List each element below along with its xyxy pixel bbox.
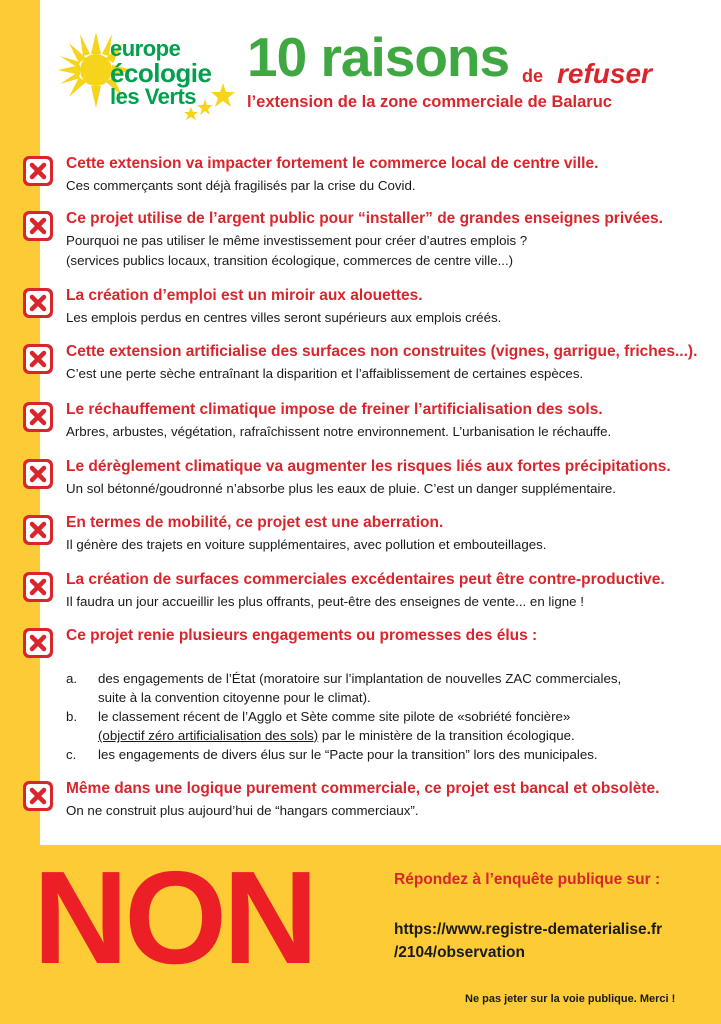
reason-body — [66, 308, 501, 328]
title-refuser: refuser — [557, 58, 652, 89]
sublist-letter: b. — [66, 709, 78, 724]
x-box-icon — [22, 155, 54, 187]
x-box-icon — [22, 401, 54, 433]
sublist-letter: c. — [66, 747, 77, 762]
reason-body — [66, 176, 416, 196]
footer-note: Ne pas jeter sur la voie publique. Merci ! — [465, 993, 676, 1005]
sublist-item-a — [66, 669, 621, 707]
reason-body — [66, 535, 546, 555]
reason-body-line: Les emplois perdus en centres villes seront supérieurs aux emplois créés. — [66, 310, 502, 325]
sublist-item-b — [66, 707, 621, 745]
sublist-rest-text: par le ministère de la transition écologique. — [318, 728, 575, 743]
reason-body-line: Ces commerçants sont déjà fragilisés par la crise du Covid. — [66, 178, 416, 193]
x-box-icon — [22, 780, 54, 812]
reason-body — [66, 422, 611, 442]
survey-url[interactable] — [394, 918, 662, 964]
reason-title: La création de surfaces commerciales excédentaires peut être contre-productive. — [66, 571, 665, 588]
reason-body-line: On ne construit plus aujourd’hui de “hangars commerciaux”. — [66, 803, 419, 818]
engagements-sublist — [66, 669, 621, 764]
reason-body — [66, 592, 584, 612]
sublist-line: les engagements de divers élus sur le “Pacte pour la transition” lors des municipales. — [98, 747, 598, 762]
reason-title: La création d’emploi est un miroir aux alouettes. — [66, 287, 423, 304]
logo-line-europe: europe — [110, 36, 181, 61]
reason-body-line: Il génère des trajets en voiture supplémentaires, avec pollution et embouteillages. — [66, 537, 547, 552]
title-de: de — [522, 66, 544, 86]
x-box-icon — [22, 571, 54, 603]
reason-title: Ce projet renie plusieurs engagements ou promesses des élus : — [66, 627, 538, 644]
reason-body-line: Il faudra un jour accueillir les plus offrants, peut-être des enseignes de vente... en ligne ! — [66, 594, 584, 609]
reason-body — [66, 801, 419, 821]
x-box-icon — [22, 458, 54, 490]
reason-body-line: Pourquoi ne pas utiliser le même investissement pour créer d’autres emplois ? — [66, 233, 528, 248]
logo-line-les-verts: les Verts — [110, 84, 197, 109]
stars-icon — [183, 83, 243, 123]
sublist-item-c — [66, 745, 621, 764]
reason-title: Le dérèglement climatique va augmenter les risques liés aux fortes précipitations. — [66, 458, 671, 475]
sublist-letter: a. — [66, 671, 78, 686]
x-box-icon — [22, 627, 54, 659]
logo-line-ecologie: écologie — [110, 58, 212, 88]
sublist-underlined-text: (objectif zéro artificialisation des sols) — [98, 728, 319, 743]
x-box-icon — [22, 210, 54, 242]
reason-body — [66, 364, 583, 384]
eelv-logo — [58, 28, 248, 128]
non-headline: NON — [33, 844, 315, 991]
page-title: 10 raisons — [247, 26, 510, 88]
reason-body-line: C’est une perte sèche entraînant la disparition et l’affaiblissement de certaines espèces. — [66, 366, 584, 381]
sublist-line: le classement récent de l’Agglo et Sète comme site pilote de «sobriété foncière» — [98, 709, 571, 724]
reason-body-line: Un sol bétonné/goudronné n’absorbe plus les eaux de pluie. C’est un danger supplémentaire. — [66, 481, 616, 496]
survey-call-to-action: Répondez à l’enquête publique sur : — [394, 871, 661, 888]
page-subtitle: l’extension de la zone commerciale de Balaruc — [247, 93, 612, 111]
survey-url-line2[interactable]: /2104/observation — [394, 944, 525, 961]
reason-title: Cette extension artificialise des surfaces non construites (vignes, garrigue, friches...). — [66, 343, 698, 360]
reason-body — [66, 231, 527, 271]
sublist-line: des engagements de l’État (moratoire sur l’implantation de nouvelles ZAC commerciales, — [98, 671, 622, 686]
sublist-line — [98, 726, 621, 745]
reason-title: En termes de mobilité, ce projet est une aberration. — [66, 514, 444, 531]
reason-body — [66, 479, 616, 499]
reason-title: Le réchauffement climatique impose de freiner l’artificialisation des sols. — [66, 401, 603, 418]
survey-url-line1[interactable]: https://www.registre-dematerialise.fr — [394, 921, 663, 938]
x-box-icon — [22, 343, 54, 375]
reason-title: Cette extension va impacter fortement le commerce local de centre ville. — [66, 155, 599, 172]
reason-title: Ce projet utilise de l’argent public pour “installer” de grandes enseignes privées. — [66, 210, 663, 227]
x-box-icon — [22, 287, 54, 319]
sublist-line: suite à la convention citoyenne pour le climat). — [98, 690, 371, 705]
reason-title: Même dans une logique purement commerciale, ce projet est bancal et obsolète. — [66, 780, 660, 797]
reason-body-line: Arbres, arbustes, végétation, rafraîchissent notre environnement. L’urbanisation le réchauffe. — [66, 424, 612, 439]
reason-body-line: (services publics locaux, transition écologique, commerces de centre ville...) — [66, 253, 514, 268]
x-box-icon — [22, 514, 54, 546]
